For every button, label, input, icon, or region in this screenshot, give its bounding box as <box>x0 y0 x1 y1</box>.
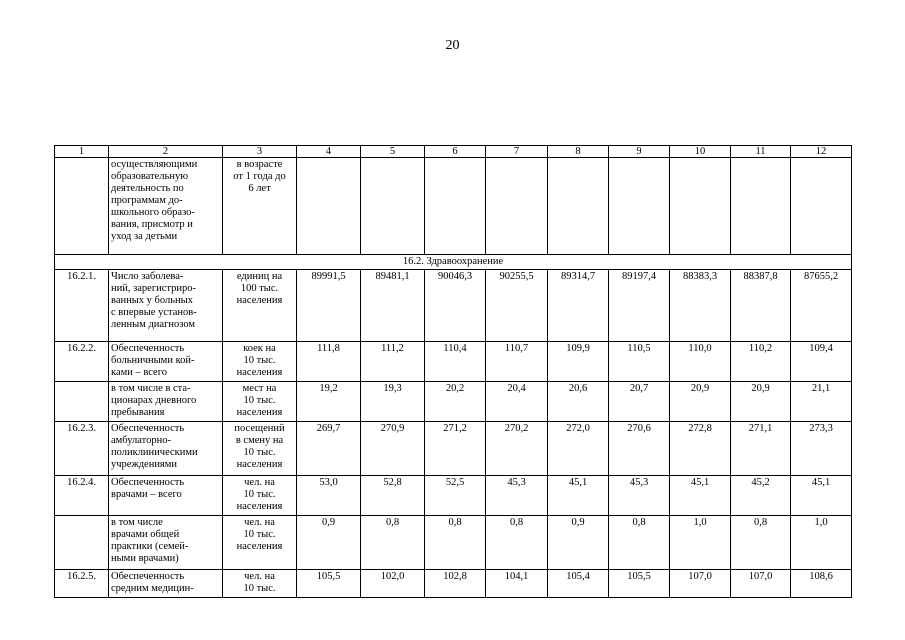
value-cell: 45,1 <box>548 476 609 516</box>
value-cell: 102,0 <box>361 570 425 598</box>
table-body <box>55 146 852 598</box>
value-cell: 20,6 <box>548 382 609 422</box>
value-cell: 109,4 <box>791 342 852 382</box>
column-numbers-row <box>55 146 852 158</box>
row-code <box>55 158 109 255</box>
value-cell: 110,7 <box>486 342 548 382</box>
column-number: 12 <box>791 146 852 158</box>
value-cell: 0,8 <box>609 516 670 570</box>
value-cell: 110,4 <box>425 342 486 382</box>
value-cell <box>425 158 486 255</box>
value-cell: 108,6 <box>791 570 852 598</box>
value-cell: 273,3 <box>791 422 852 476</box>
value-cell: 20,2 <box>425 382 486 422</box>
value-cell: 90046,3 <box>425 270 486 342</box>
value-cell: 0,8 <box>425 516 486 570</box>
indicator-name: Обеспеченность врачами – всего <box>109 476 223 516</box>
value-cell: 269,7 <box>297 422 361 476</box>
value-cell: 105,5 <box>609 570 670 598</box>
value-cell: 272,0 <box>548 422 609 476</box>
value-cell <box>670 158 731 255</box>
table-row <box>55 422 852 476</box>
value-cell: 270,2 <box>486 422 548 476</box>
value-cell: 20,9 <box>731 382 791 422</box>
value-cell: 45,3 <box>609 476 670 516</box>
unit-of-measure: чел. на 10 тыс. <box>223 570 297 598</box>
indicator-name: осуществляющими образовательную деятельность по программам до- школьного образо- вания, присмотр и уход за детьми <box>109 158 223 255</box>
value-cell <box>731 158 791 255</box>
value-cell <box>361 158 425 255</box>
column-number: 6 <box>425 146 486 158</box>
value-cell: 52,8 <box>361 476 425 516</box>
value-cell: 1,0 <box>791 516 852 570</box>
value-cell: 107,0 <box>670 570 731 598</box>
value-cell <box>609 158 670 255</box>
indicator-name: в том числе врачами общей практики (семей- ными врачами) <box>109 516 223 570</box>
table-row <box>55 270 852 342</box>
column-number: 11 <box>731 146 791 158</box>
column-number: 9 <box>609 146 670 158</box>
value-cell: 104,1 <box>486 570 548 598</box>
unit-of-measure: чел. на 10 тыс. населения <box>223 516 297 570</box>
value-cell: 53,0 <box>297 476 361 516</box>
value-cell: 0,9 <box>297 516 361 570</box>
value-cell: 20,4 <box>486 382 548 422</box>
table-row <box>55 516 852 570</box>
value-cell: 110,2 <box>731 342 791 382</box>
unit-of-measure: мест на 10 тыс. населения <box>223 382 297 422</box>
value-cell: 270,6 <box>609 422 670 476</box>
section-title: 16.2. Здравоохранение <box>55 255 852 270</box>
value-cell: 107,0 <box>731 570 791 598</box>
value-cell: 1,0 <box>670 516 731 570</box>
value-cell: 110,5 <box>609 342 670 382</box>
column-number: 1 <box>55 146 109 158</box>
value-cell: 45,1 <box>670 476 731 516</box>
value-cell: 20,9 <box>670 382 731 422</box>
value-cell: 111,2 <box>361 342 425 382</box>
value-cell: 111,8 <box>297 342 361 382</box>
unit-of-measure: посещений в смену на 10 тыс. населения <box>223 422 297 476</box>
unit-of-measure: единиц на 100 тыс. населения <box>223 270 297 342</box>
value-cell: 105,4 <box>548 570 609 598</box>
table-row <box>55 570 852 598</box>
row-code: 16.2.1. <box>55 270 109 342</box>
column-number: 2 <box>109 146 223 158</box>
value-cell: 45,3 <box>486 476 548 516</box>
indicator-name: Обеспеченность амбулаторно- поликлиническими учреждениями <box>109 422 223 476</box>
value-cell: 0,8 <box>731 516 791 570</box>
value-cell <box>486 158 548 255</box>
row-code: 16.2.5. <box>55 570 109 598</box>
value-cell: 109,9 <box>548 342 609 382</box>
value-cell: 270,9 <box>361 422 425 476</box>
value-cell: 90255,5 <box>486 270 548 342</box>
table-row <box>55 476 852 516</box>
table-row <box>55 382 852 422</box>
column-number: 3 <box>223 146 297 158</box>
value-cell: 89314,7 <box>548 270 609 342</box>
indicator-name: Обеспеченность средним медицин- <box>109 570 223 598</box>
value-cell: 87655,2 <box>791 270 852 342</box>
table-row-continuation <box>55 158 852 255</box>
value-cell: 88387,8 <box>731 270 791 342</box>
unit-of-measure: в возрасте от 1 года до 6 лет <box>223 158 297 255</box>
value-cell <box>548 158 609 255</box>
value-cell: 89197,4 <box>609 270 670 342</box>
value-cell: 271,2 <box>425 422 486 476</box>
value-cell: 20,7 <box>609 382 670 422</box>
section-row <box>55 255 852 270</box>
row-code: 16.2.4. <box>55 476 109 516</box>
row-code <box>55 382 109 422</box>
value-cell: 45,2 <box>731 476 791 516</box>
row-code: 16.2.3. <box>55 422 109 476</box>
value-cell: 0,9 <box>548 516 609 570</box>
unit-of-measure: коек на 10 тыс. населения <box>223 342 297 382</box>
column-number: 10 <box>670 146 731 158</box>
value-cell <box>297 158 361 255</box>
row-code: 16.2.2. <box>55 342 109 382</box>
value-cell: 52,5 <box>425 476 486 516</box>
value-cell: 19,3 <box>361 382 425 422</box>
page-number: 20 <box>445 38 460 53</box>
unit-of-measure: чел. на 10 тыс. населения <box>223 476 297 516</box>
value-cell: 0,8 <box>361 516 425 570</box>
value-cell: 89991,5 <box>297 270 361 342</box>
value-cell: 45,1 <box>791 476 852 516</box>
indicator-name: Обеспеченность больничными кой- ками – всего <box>109 342 223 382</box>
column-number: 4 <box>297 146 361 158</box>
table-row <box>55 342 852 382</box>
indicator-name: в том числе в ста- ционарах дневного пребывания <box>109 382 223 422</box>
statistics-table <box>54 145 852 598</box>
value-cell: 102,8 <box>425 570 486 598</box>
value-cell <box>791 158 852 255</box>
value-cell: 19,2 <box>297 382 361 422</box>
column-number: 5 <box>361 146 425 158</box>
value-cell: 110,0 <box>670 342 731 382</box>
column-number: 7 <box>486 146 548 158</box>
value-cell: 105,5 <box>297 570 361 598</box>
column-number: 8 <box>548 146 609 158</box>
value-cell: 0,8 <box>486 516 548 570</box>
value-cell: 271,1 <box>731 422 791 476</box>
value-cell: 89481,1 <box>361 270 425 342</box>
row-code <box>55 516 109 570</box>
value-cell: 21,1 <box>791 382 852 422</box>
value-cell: 272,8 <box>670 422 731 476</box>
value-cell: 88383,3 <box>670 270 731 342</box>
indicator-name: Число заболева- ний, зарегистриро- ванных у больных с впервые установ- ленным диагнозом <box>109 270 223 342</box>
